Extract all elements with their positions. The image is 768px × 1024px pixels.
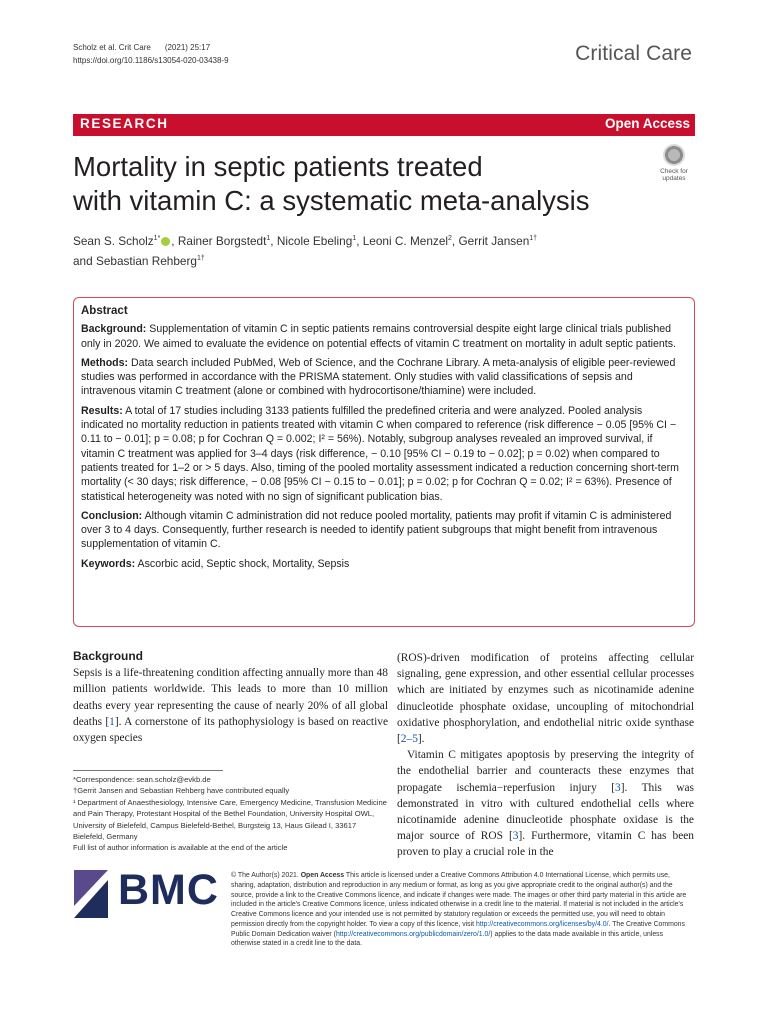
body-text: ]. A cornerstone of its pathophysiology is based on reactive oxygen species <box>73 715 388 745</box>
bmc-logo-mark <box>74 870 114 918</box>
author-affiliation: 2 <box>448 235 452 242</box>
author-name[interactable]: Gerrit Jansen <box>458 233 530 248</box>
license-open-access: Open Access <box>300 872 345 879</box>
license-text: ) applies to the data made available in this article, unless otherwise stated in a credit line to the data. <box>231 930 664 948</box>
abstract-keywords-label: Keywords: <box>81 557 136 570</box>
abstract-results-label: Results: <box>81 404 123 417</box>
footnote-equal-contribution: †Gerrit Jansen and Sebastian Rehberg have contributed equally <box>73 786 290 796</box>
title-line-2: with vitamin C: a systematic meta-analysis <box>73 185 590 216</box>
journal-brand: Critical Care <box>575 42 692 65</box>
citation-year: (2021) 25:17 <box>164 43 211 52</box>
abstract-background <box>81 322 687 351</box>
footnote-more-info: Full list of author information is available at the end of the article <box>73 843 288 853</box>
orcid-icon[interactable] <box>161 237 170 246</box>
doi-link[interactable]: https://doi.org/10.1186/s13054-020-03438-9 <box>73 56 229 65</box>
body-paragraph <box>73 665 388 746</box>
author-affiliation: 1† <box>196 255 205 263</box>
author-affiliation: 1 <box>266 235 271 242</box>
citation-authors: Scholz et al. Crit Care <box>73 43 151 52</box>
abstract-methods-text: Data search included PubMed, Web of Science, and the Cochrane Library. A meta-analysis of eligible peer-reviewed studies was performed in accordance with the PRISMA statement. Only studies with valid classifications of sepsis and intravenous vitamin C treatment (alone or combined with hydrocortisone/thiamine) were included. <box>81 356 676 398</box>
abstract-background-text: Supplementation of vitamin C in septic patients remains controversial despite eight large clinical trials published only in 2020. We aimed to evaluate the evidence on potential effects of vitamin C treatment on mortality in adult septic patients. <box>81 323 676 350</box>
body-right-column <box>397 650 694 861</box>
author-affiliation: 1† <box>529 235 538 242</box>
body-text: ]. <box>417 733 425 746</box>
body-text: (ROS)-driven modification of proteins affecting cellular signaling, gene expression, and other essential cellular processes which are initiated by enzymes such as nicotinamide adenine dinucleotide phosphate oxidase, uncoupling of mitochondrial oxidative phosphorylation, and endothelial nitric oxide synthase [ <box>397 652 694 746</box>
body-paragraph <box>397 747 694 860</box>
abstract-conclusion <box>81 509 687 552</box>
license-link[interactable]: http://creativecommons.org/licenses/by/4.0/ <box>475 920 609 928</box>
body-paragraph <box>397 650 694 747</box>
author-name[interactable]: Nicole Ebeling <box>276 233 353 248</box>
license-text: This article is licensed under a Creative Commons Attribution 4.0 International License, which permits use, sharing, adaptation, distribution and reproduction in any medium or format, as long as you give appropriate credit to the original author(s) and the source, provide a link to the Creative Commons licence, and indicate if changes were made. The images or other third party material in this article are included in the article's Creative Commons licence, unless indicated otherwise in a credit line to the material. If material is not included in the article's Creative Commons licence and your intended use is not permitted by statutory regulation or exceeds the permitted use, you will need to obtain permission directly from the copyright holder. To view a copy of this licence, visit <box>231 872 687 928</box>
check-badge-line-2: updates <box>662 175 686 182</box>
abstract-conclusion-text: Although vitamin C administration did not reduce pooled mortality, patients may profit if vitamin C is administered over 3 to 4 days. Consequently, further research is needed to identify patient subgroups that might benefit from intravenous supplementation of vitamin C. <box>81 509 672 551</box>
reference-link[interactable]: 2–5 <box>400 733 418 746</box>
author-affiliation: 1 <box>352 235 357 242</box>
author-and: and <box>73 254 93 269</box>
body-text: Sepsis is a life-threatening condition affecting annually more than 48 million patients worldwide. This leads to more than 10 million deaths every year representing the cause of nearly 20% of all global deaths [ <box>73 667 388 728</box>
reference-link[interactable]: 1 <box>109 715 115 728</box>
background-heading: Background <box>73 649 144 663</box>
article-citation <box>73 41 229 67</box>
footnote-correspondence: *Correspondence: sean.scholz@evkb.de <box>73 775 211 784</box>
author-list: Sean S. Scholz$^{1*}$ , Rainer Borgstedt$^1$, Nicole Ebeling$^1$, Leoni C. Menzel$^2$, Gerrit Jansen$^{1\dagger}$ and Sebastian Rehberg$^{1\dagger}$ <box>73 233 538 269</box>
abstract-results-text: A total of 17 studies including 3133 patients fulfilled the predefined criteria and were analyzed. Pooled analysis indicated no mortality reduction in patients treated with vitamin C when compared to reference (risk difference − 0.05 [95% CI − 0.11 to − 0.01]; p = 0.08; p for Cochran Q = 0.002; I² = 56%). Notably, subgroup analyses revealed an improved survival, if vitamin C treatment was applied for 3–4 days (risk difference, − 0.10 [95% CI − 0.19 to − 0.02]; p = 0.02) when compared to patients treated for 1–2 or > 5 days. Also, timing of the pooled mortality assessment indicated a reduction concerning short-term mortality (< 30 days; risk difference, − 0.08 [95% CI − 0.15 to − 0.01]; p = 0.02; p for Cochran Q = 0.02; I² = 63%). Presence of statistical heterogeneity was noted with no sign of significant publication bias. <box>81 404 679 503</box>
abstract-conclusion-label: Conclusion: <box>81 509 143 522</box>
author-name[interactable]: Sebastian Rehberg <box>95 254 197 269</box>
abstract-results <box>81 404 687 504</box>
abstract-heading: Abstract <box>81 305 128 317</box>
check-for-updates-badge[interactable] <box>653 144 695 182</box>
check-badge-line-1: Check for <box>660 168 688 175</box>
author-name[interactable]: Sean S. Scholz <box>73 233 154 248</box>
license-text: © The Author(s) 2021. <box>231 872 301 879</box>
abstract-methods-label: Methods: <box>81 356 129 369</box>
check-for-updates-icon <box>663 144 685 166</box>
author-name[interactable]: Leoni C. Menzel <box>362 233 448 248</box>
abstract-keywords <box>81 557 687 571</box>
title-line-1: Mortality in septic patients treated <box>73 151 483 182</box>
bmc-logo-text: BMC <box>118 866 219 914</box>
body-text: ]. Furthermore, vitamin C has been proven to play a crucial role in the <box>397 830 694 859</box>
footnote-divider <box>73 770 223 771</box>
public-domain-link[interactable]: http://creativecommons.org/publicdomain/zero/1.0/ <box>335 930 491 938</box>
abstract-background-label: Background: <box>81 323 147 336</box>
license-text: . The Creative Commons Public Domain Dedication waiver ( <box>231 920 685 938</box>
body-text: ]. This was demonstrated in vitro with cultured endothelial cells where nicotinamide adenine dinucleotide phosphate oxidase is the major source of ROS [ <box>397 781 694 843</box>
license-statement <box>231 871 694 949</box>
article-title <box>73 150 653 218</box>
body-left-column <box>73 648 388 746</box>
footnote-affiliation: ¹ Department of Anaesthesiology, Intensive Care, Emergency Medicine, Transfusion Medicine and Pain Therapy, Protestant Hospital of the Bethel Foundation, University Hospital OWL, University of Bielefeld, Campus Bielefeld-Bethel, Burgsteig 13, Haus Gilead I, 33617 Bielefeld, Germany <box>73 797 387 842</box>
footnotes <box>73 770 388 854</box>
body-text: Vitamin C mitigates apoptosis by preserving the integrity of the endothelial barrier and counteracts these enzymes that propagate ischemia−reperfusion injury [ <box>397 749 694 794</box>
author-name[interactable]: Rainer Borgstedt <box>177 233 267 248</box>
abstract <box>81 304 687 576</box>
author-affiliation: 1* <box>153 235 161 242</box>
reference-link[interactable]: 3 <box>512 830 519 843</box>
open-access-label: Open Access <box>604 116 690 131</box>
abstract-keywords-text: Ascorbic acid, Septic shock, Mortality, Sepsis <box>137 557 350 570</box>
section-label: RESEARCH <box>80 116 169 131</box>
reference-link[interactable]: 3 <box>615 781 621 794</box>
abstract-methods <box>81 356 687 399</box>
